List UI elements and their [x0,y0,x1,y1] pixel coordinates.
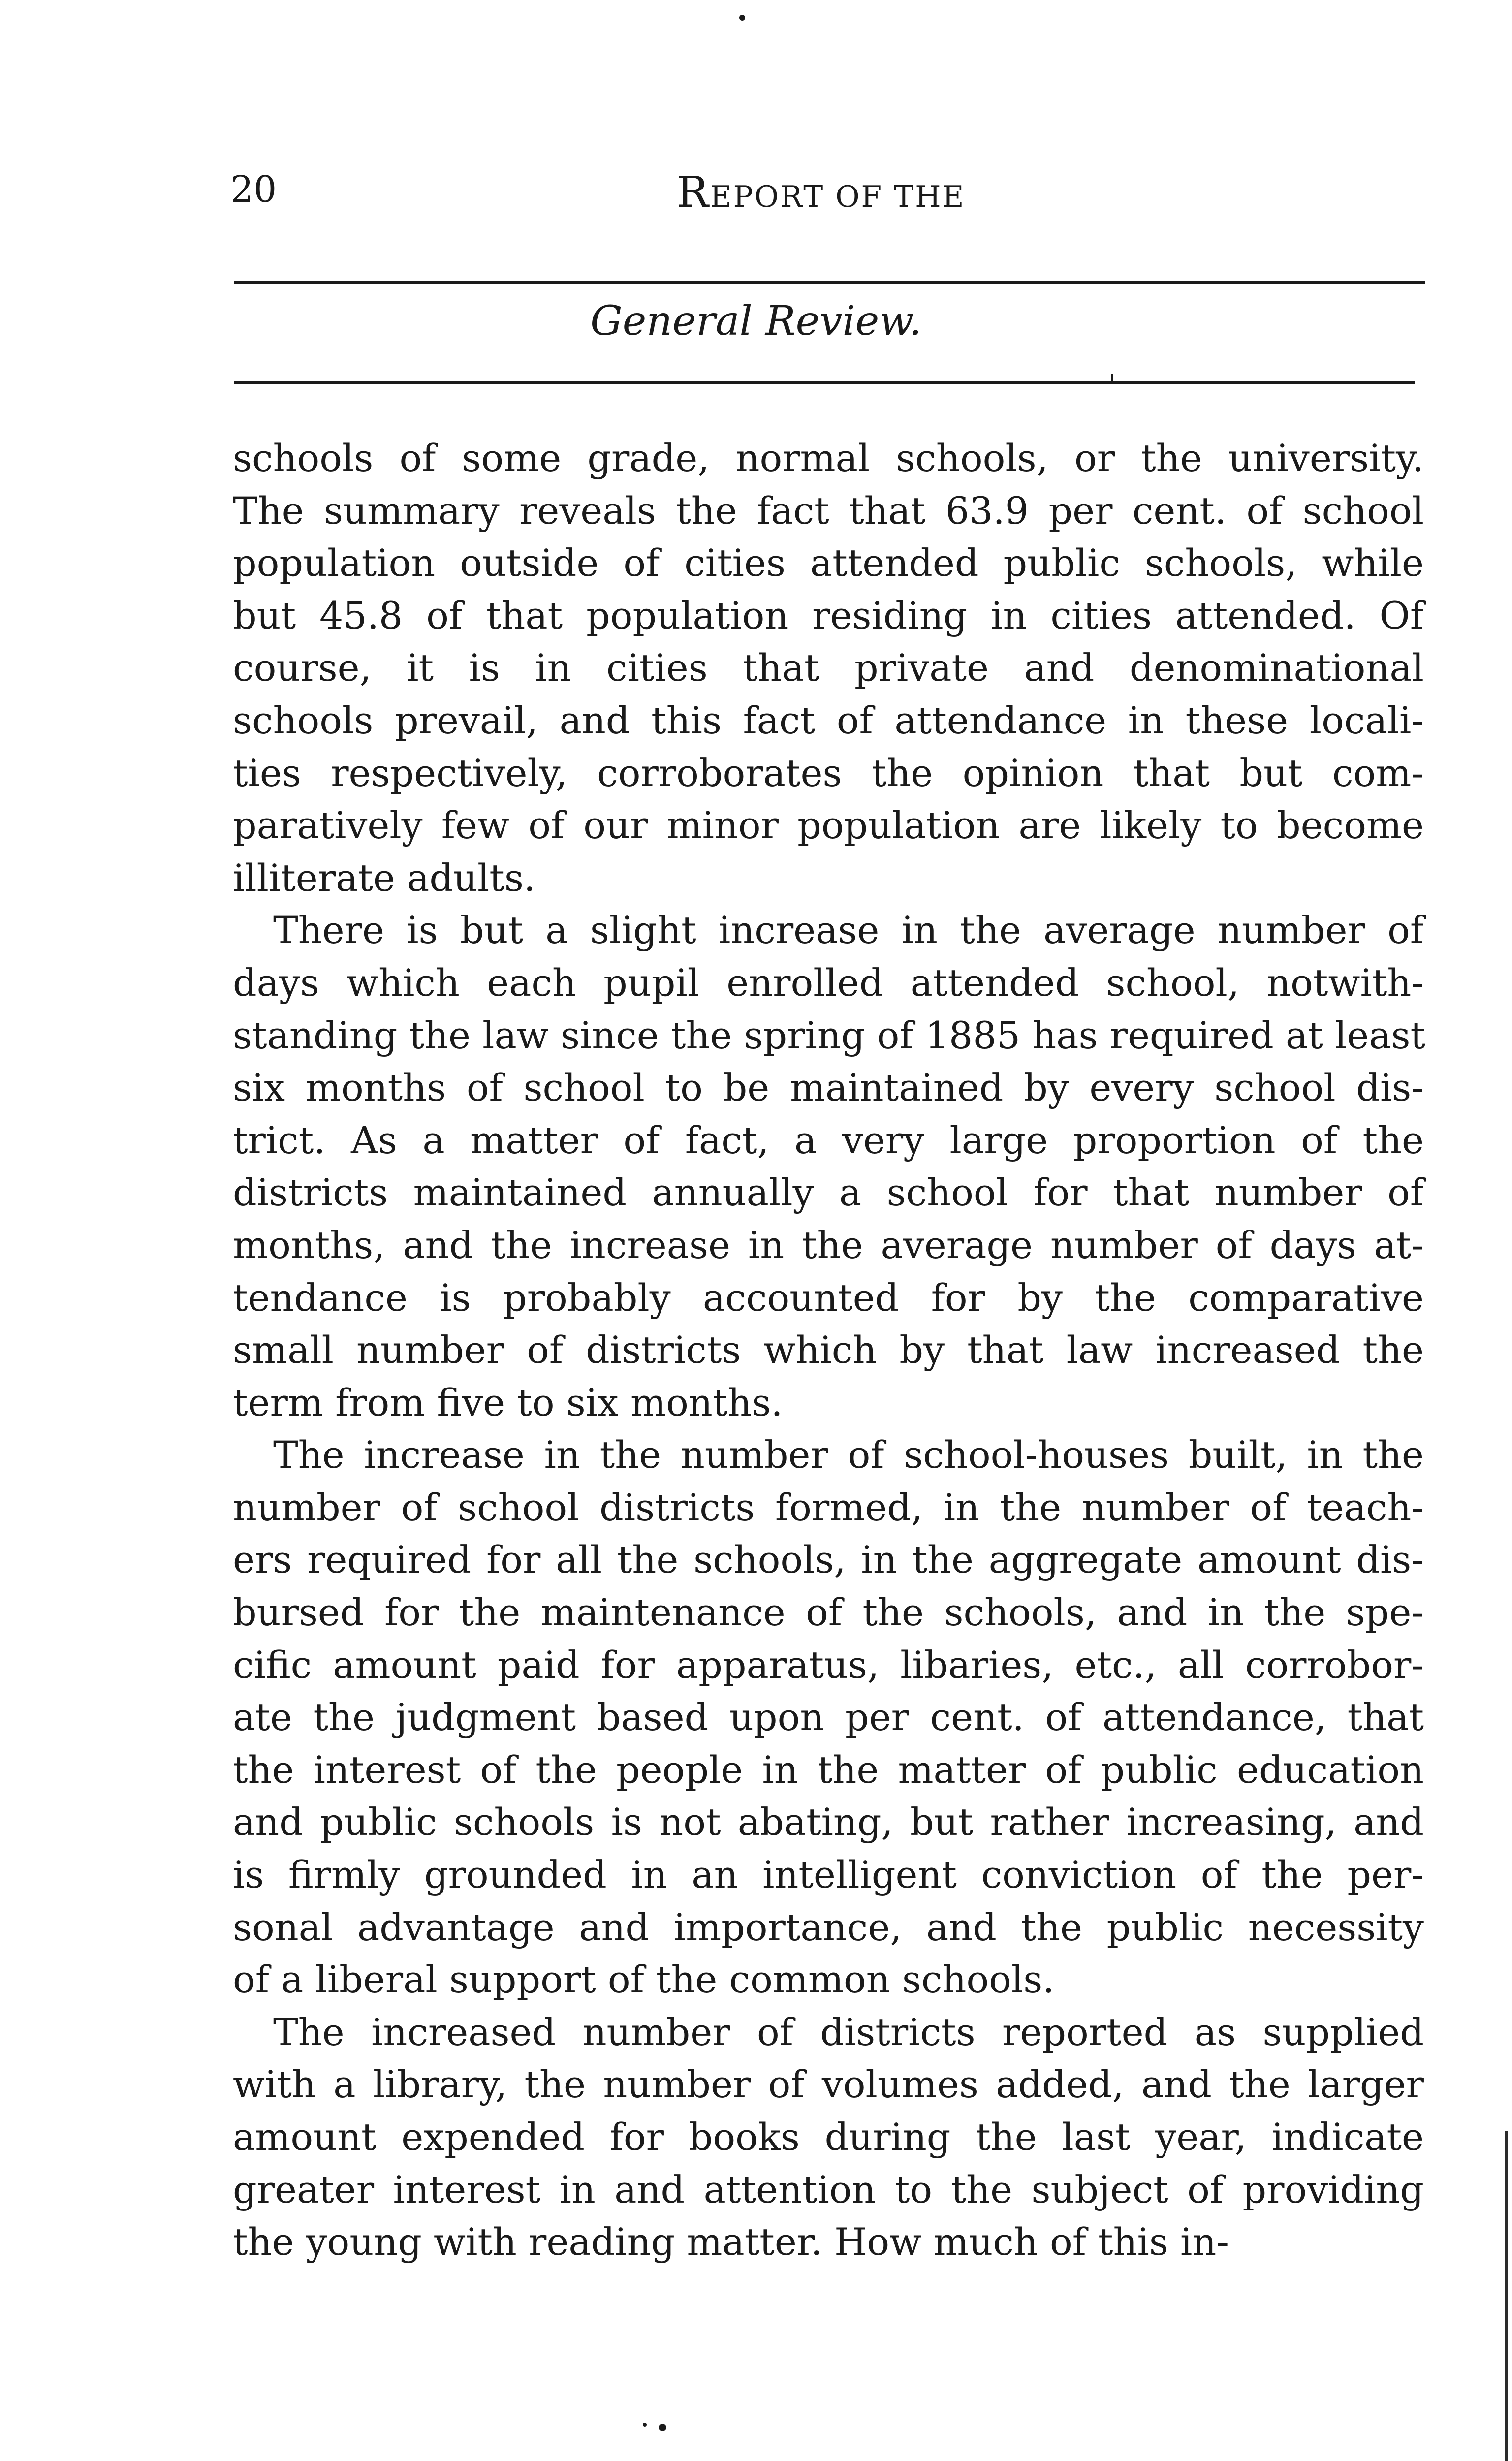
text-line: trict. As a matter of fact, a very large proportion of the [233,1118,1424,1162]
text-line: but 45.8 of that population residing in cities attended. Of [233,593,1424,637]
text-line: and public schools is not abating, but rather increasing, and [233,1800,1424,1844]
text-line: number of school districts formed, in the number of teach- [233,1485,1424,1529]
running-head [677,168,966,217]
text-line: the interest of the people in the matter of public education [233,1747,1424,1792]
print-speck [659,2424,666,2431]
text-line: months, and the increase in the average number of days at- [233,1223,1424,1267]
running-head-rest: EPORT OF THE [710,180,966,214]
header-rule-bottom [234,381,1415,384]
text-line: days which each pupil enrolled attended school, notwith- [233,960,1424,1005]
text-line: term from five to six months. [233,1380,783,1424]
text-line: standing the law since the spring of 1885 has required at least [233,1013,1426,1057]
header-rule-top [234,281,1425,284]
text-line: tendance is probably accounted for by the comparative [233,1275,1424,1320]
text-line: The increase in the number of school-houses built, in the [273,1433,1424,1477]
text-line: sonal advantage and importance, and the public necessity [233,1905,1424,1949]
running-head-initial: R [677,168,710,217]
text-line: illiterate adults. [233,855,536,900]
text-line: ers required for all the schools, in the aggregate amount dis- [233,1538,1424,1582]
print-speck [739,15,745,21]
text-line: small number of districts which by that law increased the [233,1328,1424,1372]
rule-tick [1111,374,1113,383]
text-line: amount expended for books during the last year, indicate [233,2115,1424,2159]
text-line: The summary reveals the fact that 63.9 per cent. of school [233,488,1424,533]
section-title: General Review. [590,298,922,345]
text-line: ties respectively, corroborates the opinion that but com- [233,751,1424,795]
text-line: cific amount paid for apparatus, libaries, etc., all corrobor- [233,1642,1424,1687]
text-line: population outside of cities attended public schools, while [233,541,1424,585]
text-line: with a library, the number of volumes added, and the larger [233,2062,1424,2107]
body-text [233,432,1424,2269]
print-speck [643,2423,647,2427]
page-number: 20 [230,168,277,211]
text-line: six months of school to be maintained by every school dis- [233,1066,1424,1110]
text-line: course, it is in cities that private and denominational [233,646,1424,690]
text-line: paratively few of our minor population are likely to become [233,803,1424,848]
text-line: schools of some grade, normal schools, or the university. [233,436,1424,480]
text-line: There is but a slight increase in the average number of [273,908,1424,952]
text-line: of a liberal support of the common schools. [233,1957,1055,2002]
text-line: districts maintained annually a school for that number of [233,1170,1424,1215]
page-edge-mark [1505,2131,1508,2461]
text-line: schools prevail, and this fact of attendance in these locali- [233,698,1424,742]
text-line: greater interest in and attention to the subject of providing [233,2167,1424,2211]
text-line: the young with reading matter. How much of this in- [233,2220,1229,2264]
text-line: The increased number of districts reported as supplied [273,2010,1424,2054]
text-line: is firmly grounded in an intelligent conviction of the per- [233,1853,1424,1897]
text-line: bursed for the maintenance of the schools, and in the spe- [233,1590,1424,1635]
text-line: ate the judgment based upon per cent. of attendance, that [233,1695,1424,1739]
